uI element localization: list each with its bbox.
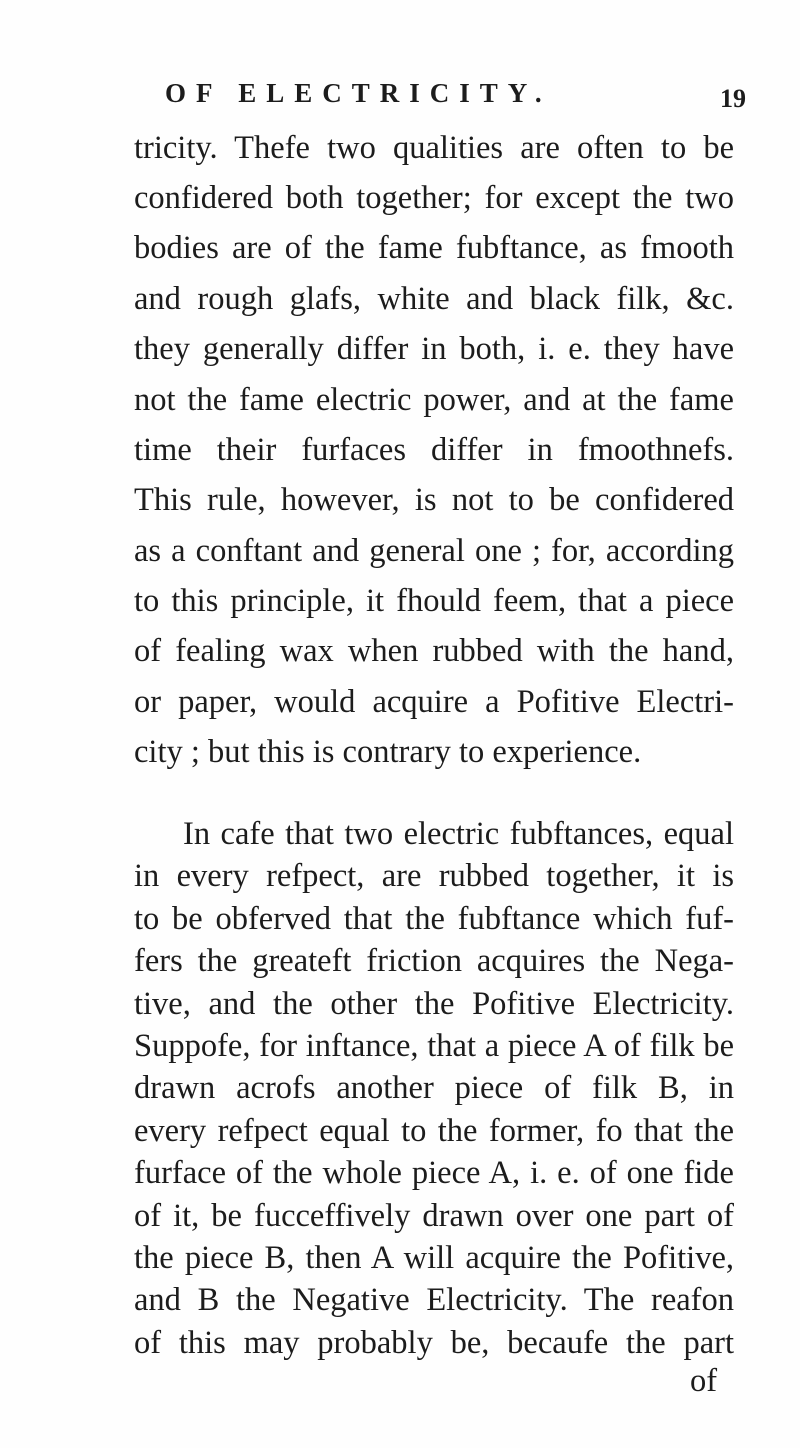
text-line: of this may probably be, becaufe the part xyxy=(134,1324,734,1361)
text-line: to this principle, it fhould feem, that a piece xyxy=(134,583,734,619)
text-line: tricity. Thefe two qualities are often to be xyxy=(134,130,734,166)
text-line: or paper, would acquire a Pofitive Electri- xyxy=(134,684,734,720)
text-line: tive, and the other the Pofitive Electricity. xyxy=(134,985,734,1022)
text-line: they generally differ in both, i. e. they have xyxy=(134,331,734,367)
text-line: not the fame electric power, and at the fame xyxy=(134,382,734,418)
text-line: city ; but this is contrary to experience. xyxy=(134,734,642,770)
text-line: furface of the whole piece A, i. e. of one fide xyxy=(134,1155,734,1192)
text-line: In cafe that two electric fubftances, equal xyxy=(183,816,734,852)
text-line: to be obferved that the fubftance which fuf- xyxy=(134,900,734,937)
text-line: of fealing wax when rubbed with the hand, xyxy=(134,633,734,669)
text-line: and B the Negative Electricity. The reafon xyxy=(134,1282,734,1319)
text-line: in every refpect, are rubbed together, it is xyxy=(134,858,734,895)
page-number: 19 xyxy=(720,84,746,113)
text-line: drawn acrofs another piece of filk B, in xyxy=(134,1070,734,1107)
text-line: every refpect equal to the former, fo that the xyxy=(134,1112,734,1149)
text-line: of it, be fucceffively drawn over one part of xyxy=(134,1197,734,1234)
catchword: of xyxy=(690,1363,718,1400)
text-line: fers the greateft friction acquires the Nega- xyxy=(134,943,734,980)
text-line: bodies are of the fame fubftance, as fmooth xyxy=(134,230,734,266)
text-line: and rough glafs, white and black filk, &c. xyxy=(134,281,734,317)
text-line: time their furfaces differ in fmoothnefs. xyxy=(134,432,734,468)
text-line: Suppofe, for inftance, that a piece A of filk be xyxy=(134,1028,734,1064)
text-line: This rule, however, is not to be confidered xyxy=(134,482,734,518)
running-title: OF ELECTRICITY. xyxy=(165,78,552,108)
text-line: the piece B, then A will acquire the Pofitive, xyxy=(134,1240,734,1276)
text-line: as a conftant and general one ; for, according xyxy=(134,533,734,569)
text-line: confidered both together; for except the two xyxy=(134,180,734,216)
